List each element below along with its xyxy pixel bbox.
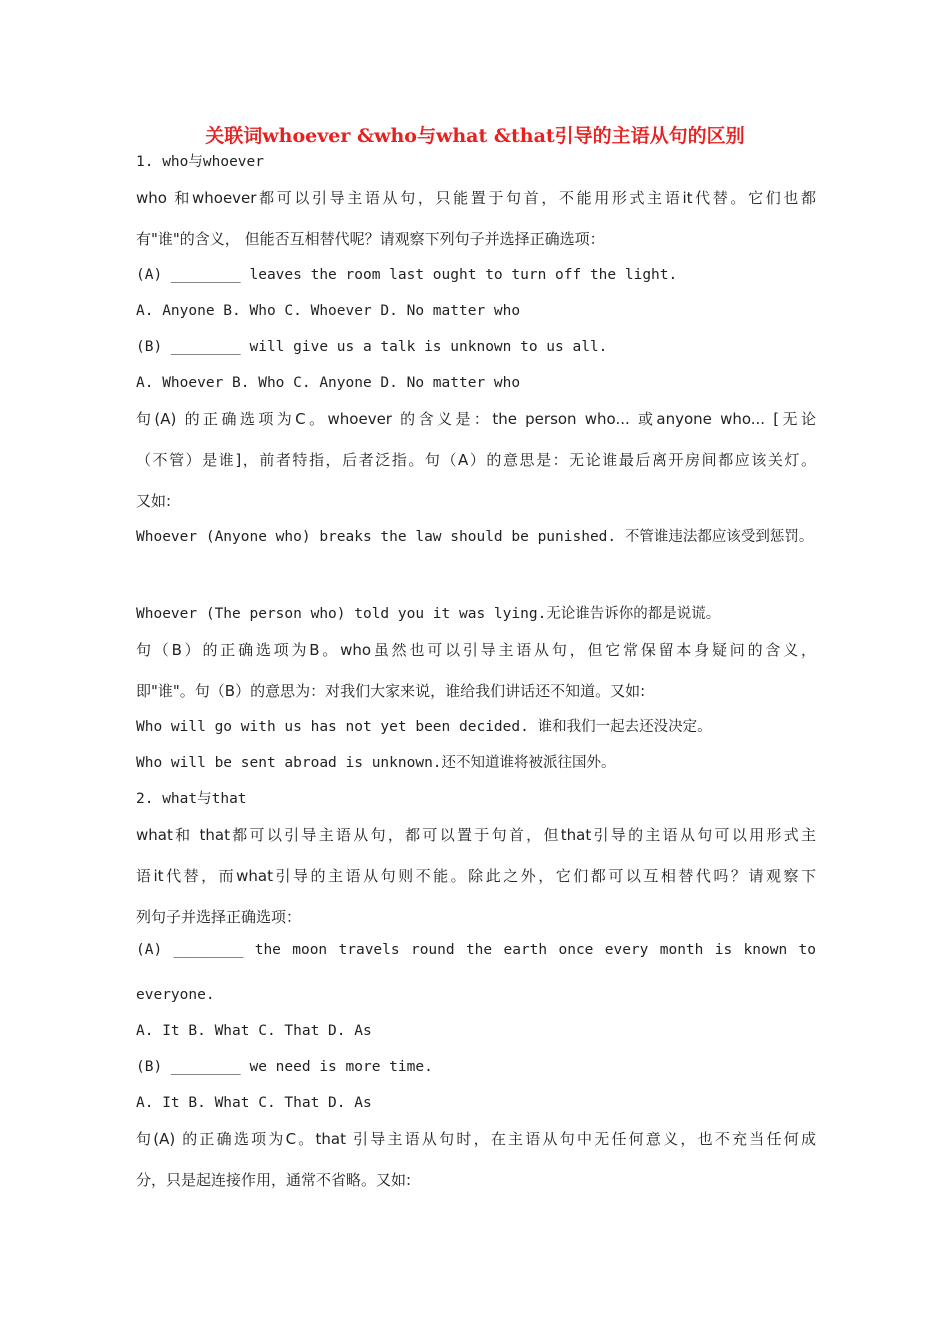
question-a-options: A. Anyone B. Who C. Whoever D. No matter who [136, 303, 521, 319]
question-b-line: (B) ________ will give us a talk is unknown to us all. [136, 339, 608, 355]
question-b-options: A. It B. What C. That D. As [136, 1095, 372, 1111]
paragraph-line: 分，只是起连接作用，通常不省略。又如: [136, 1171, 412, 1189]
question-a-line: (A) ________ the moon travels round the earth once every month is known to [136, 942, 816, 958]
question-a-line: (A) ________ leaves the room last ought to turn off the light. [136, 267, 678, 283]
page-title: 关联词whoever &who与what &that引导的主语从句的区别 [205, 125, 745, 147]
paragraph-line: what和 that都可以引导主语从句，都可以置于句首，但that引导的主语从句可以用形式主 [136, 826, 816, 844]
question-a-options: A. It B. What C. That D. As [136, 1023, 372, 1039]
paragraph-line: 语it代替，而what引导的主语从句则不能。除此之外，它们都可以互相替代吗？请观察下 [136, 867, 816, 885]
paragraph-line: 句(A) 的正确选项为C。that 引导主语从句时，在主语从句中无任何意义，也不充当任何成 [136, 1130, 816, 1148]
paragraph-line: 即"谁"。句（B）的意思为：对我们大家来说，谁给我们讲话还不知道。又如: [136, 682, 646, 700]
paragraph-line: （不管）是谁]，前者特指，后者泛指。句（A）的意思是：无论谁最后离开房间都应该关灯。 [136, 451, 816, 469]
paragraph-line: 句(A) 的正确选项为C。whoever 的含义是：the person who... 或anyone who... [无论 [136, 410, 816, 428]
paragraph-line: 又如: [136, 492, 172, 510]
section-heading-2: 2. what与that [136, 791, 247, 807]
question-a-line-cont: everyone. [136, 987, 215, 1003]
example-line: Whoever (The person who) told you it was lying.无论谁告诉你的都是说谎。 [136, 606, 721, 622]
paragraph-line: 列句子并选择正确选项： [136, 908, 302, 926]
paragraph-line: 有"谁"的含义， 但能否互相替代呢？请观察下列句子并选择正确选项： [136, 230, 605, 248]
section-heading-1: 1. who与whoever [136, 154, 264, 170]
paragraph-line: who 和whoever都可以引导主语从句，只能置于句首，不能用形式主语it代替。它们也都 [136, 189, 816, 207]
example-line: Whoever (Anyone who) breaks the law should be punished. 不管谁违法都应该受到惩罚。 [136, 529, 814, 545]
paragraph-line: 句（B）的正确选项为B。who虽然也可以引导主语从句，但它常保留本身疑问的含义， [136, 641, 816, 659]
question-b-options: A. Whoever B. Who C. Anyone D. No matter who [136, 375, 521, 391]
example-line: Who will be sent abroad is unknown.还不知道谁将被派往国外。 [136, 755, 616, 771]
question-b-line: (B) ________ we need is more time. [136, 1059, 433, 1075]
example-line: Who will go with us has not yet been decided. 谁和我们一起去还没决定。 [136, 719, 712, 735]
